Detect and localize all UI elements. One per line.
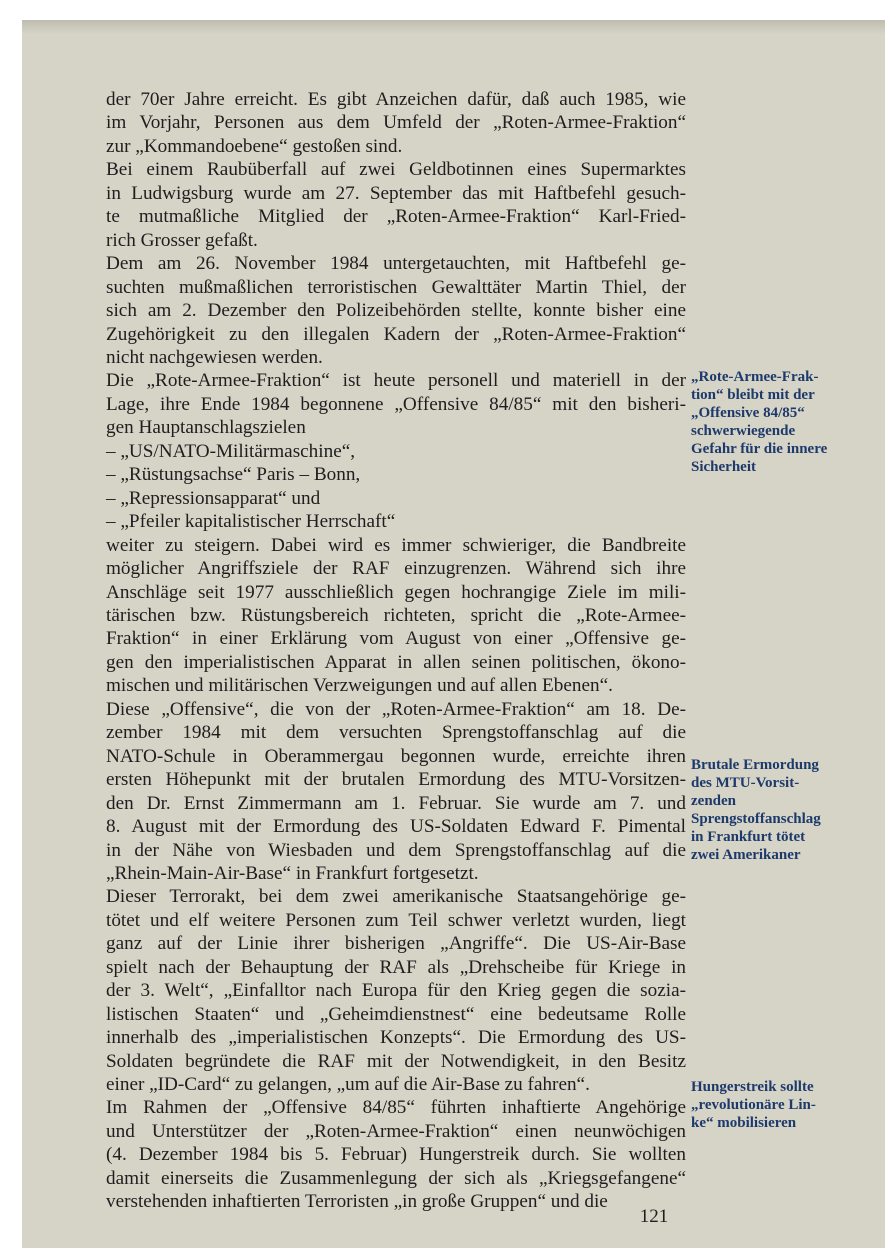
body-text-line: spielt nach der Behauptung der RAF als „Drehscheibe für Kriege in bbox=[106, 956, 686, 978]
margin-note-line: ke“ mobilisieren bbox=[691, 1115, 797, 1131]
body-text-line: verstehenden inhaftierten Terroristen „in große Gruppen“ und die bbox=[106, 1191, 608, 1213]
body-text-line: innerhalb des „imperialistischen Konzepts“. Die Ermordung des US- bbox=[106, 1027, 686, 1049]
body-text-line: Zugehörigkeit zu den illegalen Kadern der „Roten-Armee-Fraktion“ bbox=[106, 323, 686, 345]
body-text-line: der 3. Welt“, „Einfalltor nach Europa für den Krieg gegen die sozia- bbox=[106, 980, 686, 1002]
body-text-column bbox=[106, 88, 686, 1214]
body-text-line: Lage, ihre Ende 1984 begonnene „Offensive 84/85“ mit den bisheri- bbox=[106, 393, 686, 415]
body-text-line: – „Rüstungsachse“ Paris – Bonn, bbox=[106, 464, 361, 486]
margin-note-line: „Rote-Armee-Frak- bbox=[691, 369, 819, 385]
body-text-line: den Dr. Ernst Zimmermann am 1. Februar. Sie wurde am 7. und bbox=[106, 792, 686, 814]
margin-note-line: in Frankfurt tötet bbox=[691, 829, 806, 845]
body-text-line: im Vorjahr, Personen aus dem Umfeld der „Roten-Armee-Fraktion“ bbox=[106, 112, 686, 134]
page-top-shadow bbox=[22, 20, 885, 34]
body-text-line: sich am 2. Dezember den Polizeibehörden stellte, konnte bisher eine bbox=[106, 300, 686, 322]
margin-note-line: Gefahr für die innere bbox=[691, 441, 828, 457]
body-text-line: mischen und militärischen Verzweigungen und auf allen Ebenen“. bbox=[106, 675, 613, 697]
body-text-line: suchten mußmaßlichen terroristischen Gewalttäter Martin Thiel, der bbox=[106, 276, 686, 298]
body-text-line: „Rhein-Main-Air-Base“ in Frankfurt fortgesetzt. bbox=[106, 862, 479, 884]
body-text-line: (4. Dezember 1984 bis 5. Februar) Hungerstreik durch. Sie wollten bbox=[106, 1144, 686, 1166]
body-text-line: rich Grosser gefaßt. bbox=[106, 229, 258, 251]
margin-note-raf-offensive bbox=[691, 368, 861, 476]
body-text-line: Soldaten begründete die RAF mit der Notwendigkeit, in den Besitz bbox=[106, 1050, 686, 1072]
body-text-line: damit einerseits die Zusammenlegung der sich als „Kriegsgefangene“ bbox=[106, 1167, 686, 1189]
body-text-line: tärischen bzw. Rüstungsbereich richteten, spricht die „Rote-Armee- bbox=[106, 604, 686, 626]
body-text-line: Dem am 26. November 1984 untergetauchten, mit Haftbefehl ge- bbox=[106, 253, 686, 275]
document-page bbox=[22, 20, 885, 1248]
page-number: 121 bbox=[639, 1206, 669, 1227]
body-text-line: weiter zu steigern. Dabei wird es immer schwieriger, die Bandbreite bbox=[106, 534, 686, 556]
body-text-line: – „Repressionsapparat“ und bbox=[106, 487, 321, 509]
body-text-line: tötet und elf weitere Personen zum Teil schwer verletzt wurden, liegt bbox=[106, 909, 686, 931]
body-text-line: gen Hauptanschlagszielen bbox=[106, 417, 306, 439]
margin-note-line: Brutale Ermordung bbox=[691, 757, 819, 773]
body-text-line: listischen Staaten“ und „Geheimdienstnest“ eine bedeutsame Rolle bbox=[106, 1003, 686, 1025]
body-text-line: Fraktion“ in einer Erklärung vom August von einer „Offensive ge- bbox=[106, 628, 686, 650]
body-text-line: 8. August mit der Ermordung des US-Soldaten Edward F. Pimental bbox=[106, 816, 686, 838]
body-text-line: ganz auf der Linie ihrer bisherigen „Angriffe“. Die US-Air-Base bbox=[106, 933, 686, 955]
body-text-line: Diese „Offensive“, die von der „Roten-Armee-Fraktion“ am 18. De- bbox=[106, 698, 686, 720]
margin-note-line: „Offensive 84/85“ bbox=[691, 405, 805, 421]
margin-note-line: Sprengstoffanschlag bbox=[691, 811, 821, 827]
body-text-line: Bei einem Raubüberfall auf zwei Geldbotinnen eines Supermarktes bbox=[106, 159, 686, 181]
body-text-line: möglicher Angriffsziele der RAF einzugrenzen. Während sich ihre bbox=[106, 558, 686, 580]
margin-note-line: Sicherheit bbox=[691, 459, 756, 475]
margin-note-line: tion“ bleibt mit der bbox=[691, 387, 815, 403]
body-text-line: ersten Höhepunkt mit der brutalen Ermordung des MTU-Vorsitzen- bbox=[106, 769, 686, 791]
margin-note-line: schwerwiegende bbox=[691, 423, 796, 439]
margin-note-line: Hungerstreik sollte bbox=[691, 1079, 814, 1095]
body-text-line: NATO-Schule in Oberammergau begonnen wurde, erreichte ihren bbox=[106, 745, 686, 767]
body-text-line: der 70er Jahre erreicht. Es gibt Anzeichen dafür, daß auch 1985, wie bbox=[106, 89, 686, 110]
body-text-line: einer „ID-Card“ zu gelangen, „um auf die Air-Base zu fahren“. bbox=[106, 1074, 590, 1096]
body-text-line: Anschläge seit 1977 ausschließlich gegen hochrangige Ziele im mili- bbox=[106, 581, 686, 603]
margin-note-line: des MTU-Vorsit- bbox=[691, 775, 800, 791]
body-text-line: – „Pfeiler kapitalistischer Herrschaft“ bbox=[106, 511, 396, 533]
body-text-line: te mutmaßliche Mitglied der „Roten-Armee-Fraktion“ Karl-Fried- bbox=[106, 206, 686, 228]
body-text-line: Im Rahmen der „Offensive 84/85“ führten inhaftierte Angehörige bbox=[106, 1097, 686, 1119]
body-text-line: nicht nachgewiesen werden. bbox=[106, 346, 323, 368]
body-text-line: zur „Kommandoebene“ gestoßen sind. bbox=[106, 135, 403, 157]
body-text-line: Die „Rote-Armee-Fraktion“ ist heute personell und materiell in der bbox=[106, 370, 686, 392]
margin-note-hunger-strike bbox=[691, 1078, 861, 1132]
margin-note-line: zwei Amerikaner bbox=[691, 847, 801, 863]
margin-note-line: „revolutionäre Lin- bbox=[691, 1097, 816, 1113]
body-text-line: in Ludwigsburg wurde am 27. September das mit Haftbefehl gesuch- bbox=[106, 182, 686, 204]
body-text-line: – „US/NATO-Militärmaschine“, bbox=[106, 440, 356, 462]
body-text-line: zember 1984 mit dem versuchten Sprengstoffanschlag auf die bbox=[106, 722, 686, 744]
body-text-line: gen den imperialistischen Apparat in allen seinen politischen, ökono- bbox=[106, 651, 686, 673]
body-text-line: in der Nähe von Wiesbaden und dem Sprengstoffanschlag auf die bbox=[106, 839, 686, 861]
margin-note-line: zenden bbox=[691, 793, 736, 809]
body-text-line: und Unterstützer der „Roten-Armee-Fraktion“ einen neunwöchigen bbox=[106, 1120, 686, 1142]
body-text-line: Dieser Terrorakt, bei dem zwei amerikanische Staatsangehörige ge- bbox=[106, 886, 686, 908]
margin-note-mtu-murder bbox=[691, 756, 861, 864]
